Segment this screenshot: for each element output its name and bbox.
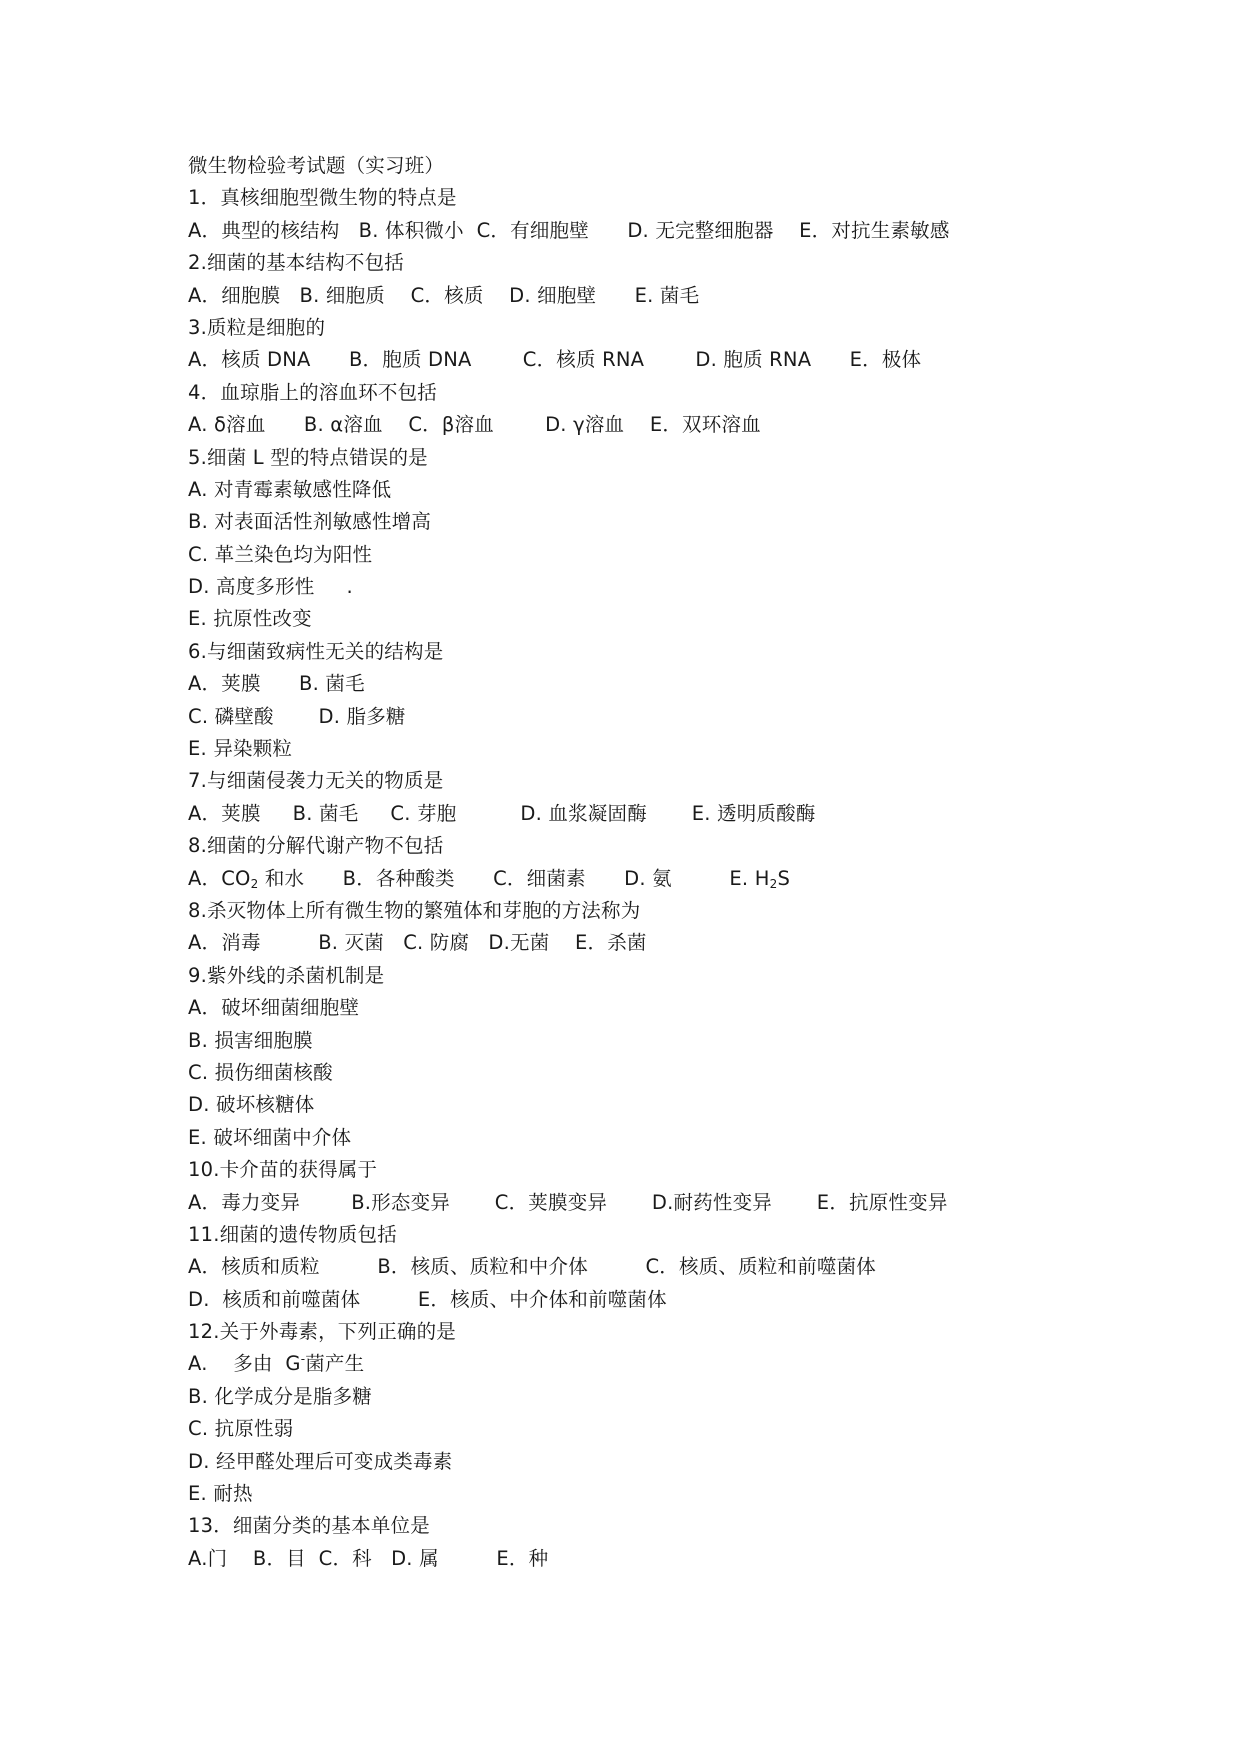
question-1-options: A．典型的核结构 B. 体积微小 C．有细胞壁 D. 无完整细胞器 E．对抗生素敏感	[188, 218, 950, 242]
question-9-stem: 9.紫外线的杀菌机制是	[188, 963, 385, 987]
question-1-stem: 1．真核细胞型微生物的特点是	[188, 186, 457, 210]
question-8b-options: A．消毒 B. 灭菌 C. 防腐 D.无菌 E．杀菌	[188, 931, 647, 955]
question-4-options: A. δ溶血 B. α溶血 C．β溶血 D. γ溶血 E．双环溶血	[188, 413, 761, 437]
question-5-stem: 5.细菌 L 型的特点错误的是	[188, 445, 428, 469]
question-11-options-de: D. 核质和前噬菌体 E．核质、中介体和前噬菌体	[188, 1287, 667, 1311]
question-8-option-e-suffix: S	[777, 866, 791, 890]
question-10-options: A．毒力变异 B.形态变异 C．荚膜变异 D.耐药性变异 E．抗原性变异	[188, 1190, 948, 1214]
question-12-option-a	[188, 1348, 1088, 1380]
question-11-options-abc: A．核质和质粒 B．核质、质粒和中介体 C．核质、质粒和前噬菌体	[188, 1255, 877, 1279]
question-9-option-e: E. 破坏细菌中介体	[188, 1125, 352, 1149]
question-3-options: A．核质 DNA B．胞质 DNA C．核质 RNA D. 胞质 RNA E．极体	[188, 348, 922, 372]
question-5-option-c: C. 革兰染色均为阳性	[188, 542, 373, 566]
question-8-options-middle: 和水 B．各种酸类 C．细菌素 D. 氨 E. H	[258, 866, 770, 890]
question-2-stem: 2.细菌的基本结构不包括	[188, 251, 405, 275]
question-10-stem: 10.卡介苗的获得属于	[188, 1158, 378, 1182]
question-12-option-c: C. 抗原性弱	[188, 1417, 294, 1441]
question-6-stem: 6.与细菌致病性无关的结构是	[188, 639, 444, 663]
question-13-options: A.门 B．目 C．科 D. 属 E．种	[188, 1546, 549, 1570]
question-9-option-b: B. 损害细胞膜	[188, 1028, 313, 1052]
question-11-stem: 11.细菌的遗传物质包括	[188, 1222, 397, 1246]
question-12-stem: 12.关于外毒素，下列正确的是	[188, 1320, 457, 1344]
question-6-options-cd: C. 磷壁酸 D. 脂多糖	[188, 704, 406, 728]
question-9-option-c: C. 损伤细菌核酸	[188, 1060, 333, 1084]
question-9-option-d: D. 破坏核糖体	[188, 1093, 315, 1117]
question-12-option-b: B. 化学成分是脂多糖	[188, 1384, 372, 1408]
question-2-options: A．细胞膜 B. 细胞质 C．核质 D. 细胞壁 E. 菌毛	[188, 283, 700, 307]
question-12-option-a-prefix: A. 多由 G	[188, 1352, 301, 1376]
question-8-option-a-subscript: 2	[250, 876, 259, 891]
question-8b-stem: 8.杀灭物体上所有微生物的繁殖体和芽胞的方法称为	[188, 898, 641, 922]
question-5-option-b: B. 对表面活性剂敏感性增高	[188, 510, 432, 534]
question-12-option-a-superscript: -	[300, 1352, 306, 1367]
question-8-stem: 8.细菌的分解代谢产物不包括	[188, 834, 444, 858]
question-12-option-d: D. 经甲醛处理后可变成类毒素	[188, 1449, 453, 1473]
question-6-option-e: E. 异染颗粒	[188, 737, 293, 761]
exam-content	[188, 150, 1088, 1575]
question-4-stem: 4．血琼脂上的溶血环不包括	[188, 380, 438, 404]
document-title: 微生物检验考试题（实习班）	[188, 154, 445, 177]
question-5-option-d: D. 高度多形性 .	[188, 575, 353, 599]
question-13-stem: 13．细菌分类的基本单位是	[188, 1514, 430, 1538]
question-7-options: A．荚膜 B. 菌毛 C. 芽胞 D. 血浆凝固酶 E. 透明质酸酶	[188, 801, 816, 825]
question-9-option-a: A．破坏细菌细胞壁	[188, 996, 360, 1020]
question-5-option-e: E. 抗原性改变	[188, 607, 312, 631]
question-3-stem: 3.质粒是细胞的	[188, 315, 326, 339]
question-12-option-e: E. 耐热	[188, 1482, 253, 1506]
question-8-option-e-subscript: 2	[769, 876, 778, 891]
question-5-option-a: A. 对青霉素敏感性降低	[188, 477, 392, 501]
question-8-options	[188, 863, 1088, 895]
question-6-options-ab: A．荚膜 B. 菌毛	[188, 672, 365, 696]
question-12-option-a-suffix: 菌产生	[305, 1352, 365, 1376]
question-8-option-a-prefix: A．CO	[188, 866, 251, 890]
question-7-stem: 7.与细菌侵袭力无关的物质是	[188, 769, 444, 793]
